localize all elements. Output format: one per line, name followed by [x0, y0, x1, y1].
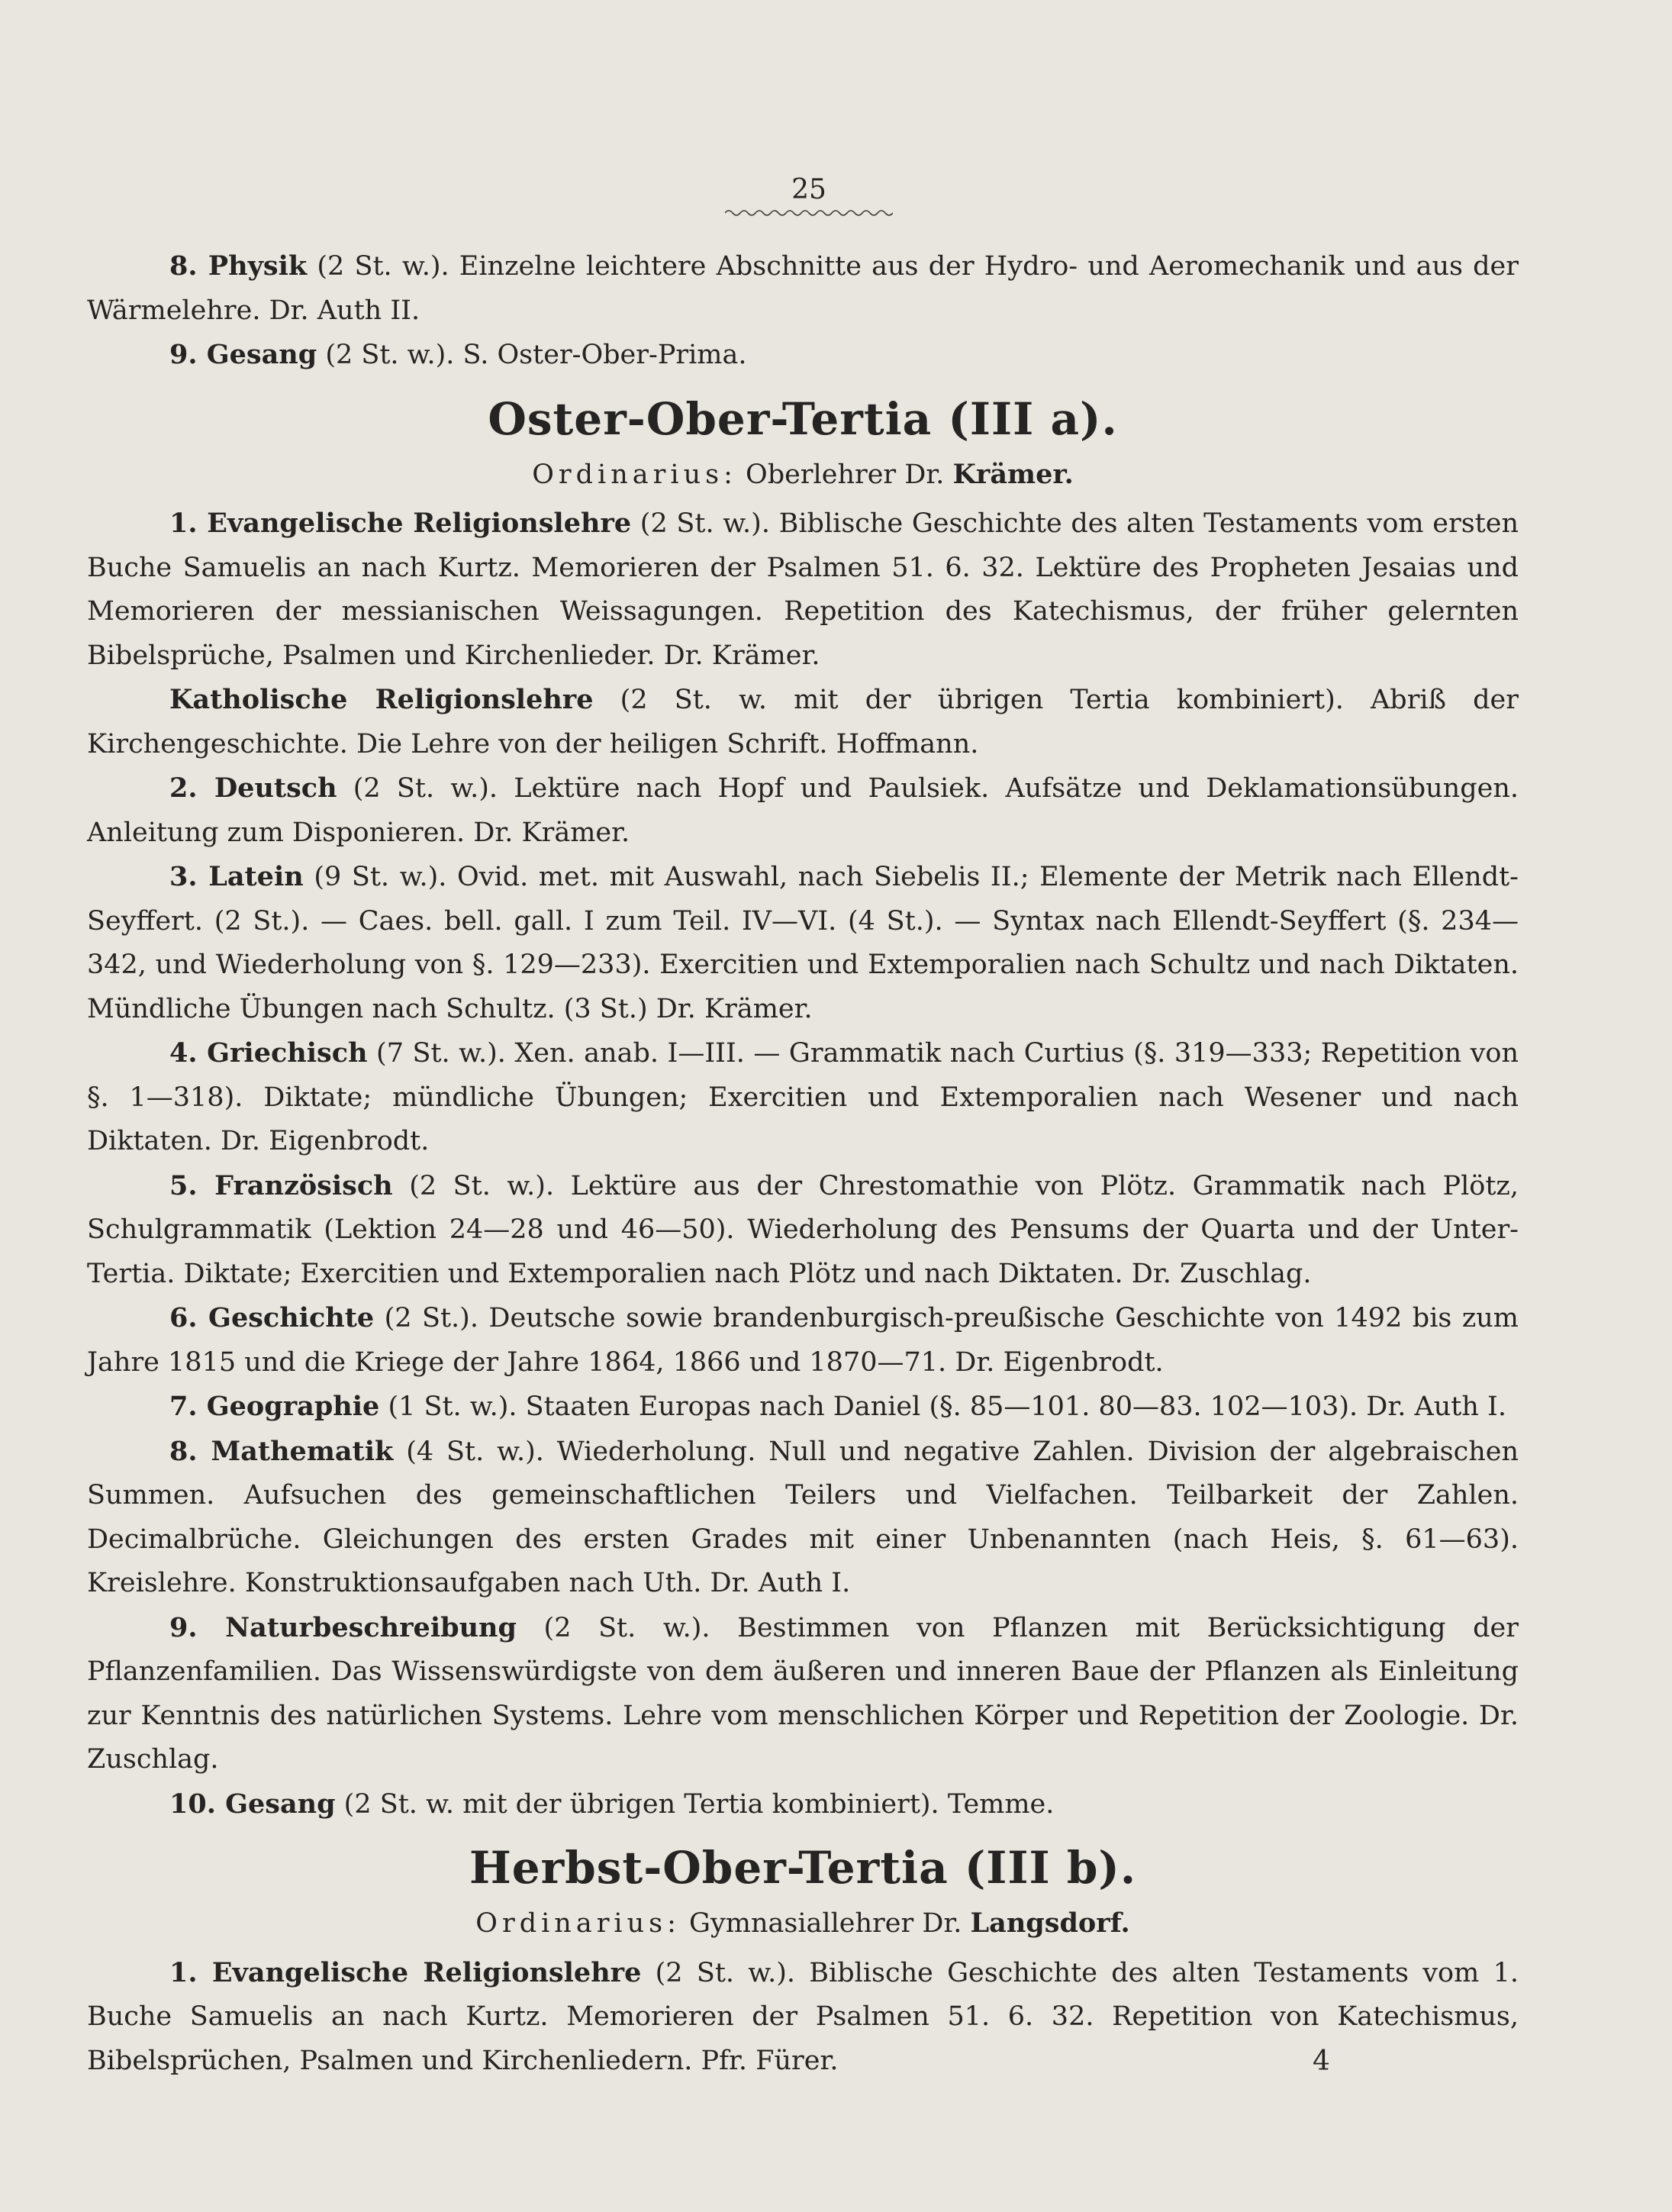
entry-text: (2 St. w. mit der übrigen Tertia kombiniert). Temme.	[335, 1788, 1055, 1820]
entry-evangelische-religion	[87, 501, 1519, 678]
entry-label: 10. Gesang	[169, 1788, 336, 1820]
entry-physik	[87, 244, 1519, 333]
entry-label: 1. Evangelische Religionslehre	[169, 1956, 642, 1988]
ordinarius-role: Gymnasiallehrer Dr.	[680, 1908, 971, 1939]
entry-gesang	[87, 333, 1519, 378]
ordinarius-label: Ordinarius:	[475, 1908, 681, 1939]
entry-text: (2 St. w.). Einzelne leichtere Abschnitte aus der Hydro- und Aeromechanik und aus der Wärmelehre. Dr. Auth II.	[87, 251, 1519, 326]
decorative-wavy-rule	[725, 208, 893, 218]
ordinarius-line-iiia	[87, 453, 1519, 498]
entry-label: 4. Griechisch	[169, 1037, 368, 1069]
entry-text: (2 St. w. mit der übrigen Tertia kombiniert). Abriß der Kirchengeschichte. Die Lehre von der heiligen Schrift. Hoffmann.	[87, 685, 1519, 759]
ordinarius-label: Ordinarius:	[532, 459, 737, 490]
entry-evangelische-religion-iiib	[87, 1951, 1519, 2084]
section-heading-iiia: Oster-Ober-Tertia (III a).	[488, 392, 1118, 445]
page-number: 25	[791, 174, 826, 205]
entry-text: (4 St. w.). Wiederholung. Null und negative Zahlen. Division der algebraischen Summen. Aufsuchen des gemeinschaftlichen Teilers und Vielfachen. Teilbarkeit der Zahlen. Decimalbrüche. Gleichungen des ersten Grades mit einer Unbenannten (nach Heis, §. 61—63). Kreislehre. Konstruktionsaufgaben nach Uth. Dr. Auth I.	[87, 1436, 1519, 1598]
entry-label: 1. Evangelische Religionslehre	[169, 508, 632, 539]
entry-label: 5. Französisch	[169, 1169, 393, 1201]
section-heading-iiib: Herbst-Ober-Tertia (III b).	[469, 1842, 1137, 1894]
entry-geographie	[87, 1385, 1519, 1430]
entry-text: (9 St. w.). Ovid. met. mit Auswahl, nach Siebelis II.; Elemente der Metrik nach Ellendt-Seyffert. (2 St.). — Caes. bell. gall. I zum Teil. IV—VI. (4 St.). — Syntax nach Ellendt-Seyffert (§. 234—342, und Wiederholung von §. 129—233). Exercitien und Extemporalien nach Schultz und nach Diktaten. Mündliche Übungen nach Schultz. (3 St.) Dr. Krämer.	[87, 862, 1519, 1024]
entry-label: 7. Geographie	[169, 1391, 380, 1422]
entry-latein	[87, 855, 1519, 1031]
entry-mathematik	[87, 1430, 1519, 1606]
entry-label: Katholische Religionslehre	[169, 684, 594, 715]
entry-text: (2 St. w.). Biblische Geschichte des alten Testaments vom 1. Buche Samuelis an nach Kurtz. Memorieren der Psalmen 51. 6. 32. Repetition von Katechismus, Bibelsprüchen, Psalmen und Kirchenliedern. Pfr. Fürer.	[87, 1957, 1519, 2076]
entry-text: (2 St. w.). Lektüre nach Hopf und Paulsiek. Aufsätze und Deklamationsübungen. Anleitung zum Disponieren. Dr. Krämer.	[87, 773, 1519, 848]
entry-label: 8. Mathematik	[169, 1435, 394, 1467]
entry-text: (2 St. w.). Bestimmen von Pflanzen mit Berücksichtigung der Pflanzenfamilien. Das Wissenswürdigste von dem äußeren und inneren Baue der Pflanzen als Einleitung zur Kenntnis des natürlichen Systems. Lehre vom menschlichen Körper und Repetition der Zoologie. Dr. Zuschlag.	[87, 1612, 1519, 1775]
entry-text: (2 St. w.). Biblische Geschichte des alten Testaments vom ersten Buche Samuelis an nach Kurtz. Memorieren der Psalmen 51. 6. 32. Lektüre des Propheten Jesaias und Memorieren der messianischen Weissagungen. Repetition des Katechismus, der früher gelernten Bibelsprüche, Psalmen und Kirchenlieder. Dr. Krämer.	[87, 508, 1519, 671]
entry-text: (7 St. w.). Xen. anab. I—III. — Grammatik nach Curtius (§. 319—333; Repetition von §. 1—318). Diktate; mündliche Übungen; Exercitien und Extemporalien nach Wesener und nach Diktaten. Dr. Eigenbrodt.	[87, 1038, 1519, 1156]
entry-label: 9. Gesang	[169, 339, 317, 370]
entry-text: (2 St. w.). S. Oster-Ober-Prima.	[317, 340, 747, 370]
entry-text: (2 St.). Deutsche sowie brandenburgisch-preußische Geschichte von 1492 bis zum Jahre 1815 und die Kriege der Jahre 1864, 1866 und 1870—71. Dr. Eigenbrodt.	[87, 1303, 1519, 1378]
page-content	[87, 244, 1519, 2083]
entry-text: (2 St. w.). Lektüre aus der Chrestomathie von Plötz. Grammatik nach Plötz, Schulgrammatik (Lektion 24—28 und 46—50). Wiederholung des Pensums der Quarta und der Unter-Tertia. Diktate; Exercitien und Extemporalien nach Plötz und nach Diktaten. Dr. Zuschlag.	[87, 1170, 1519, 1289]
entry-label: 3. Latein	[169, 861, 304, 892]
entry-label: 9. Naturbeschreibung	[169, 1611, 517, 1643]
signature-mark: 4	[1313, 2046, 1330, 2077]
entry-geschichte	[87, 1296, 1519, 1385]
ordinarius-name: Krämer.	[952, 458, 1074, 490]
ordinarius-role: Oberlehrer Dr.	[736, 459, 953, 490]
entry-franzoesisch	[87, 1164, 1519, 1297]
ordinarius-line-iiib	[87, 1901, 1519, 1946]
entry-katholische-religion	[87, 678, 1519, 766]
entry-label: 2. Deutsch	[169, 772, 337, 804]
entry-deutsch	[87, 766, 1519, 855]
entry-naturbeschreibung	[87, 1606, 1519, 1782]
ordinarius-name: Langsdorf.	[970, 1907, 1130, 1939]
entry-gesang-iiia	[87, 1782, 1519, 1827]
entry-griechisch	[87, 1031, 1519, 1164]
entry-label: 8. Physik	[169, 250, 308, 282]
entry-text: (1 St. w.). Staaten Europas nach Daniel (§. 85—101. 80—83. 102—103). Dr. Auth I.	[379, 1391, 1506, 1422]
entry-label: 6. Geschichte	[169, 1302, 375, 1333]
